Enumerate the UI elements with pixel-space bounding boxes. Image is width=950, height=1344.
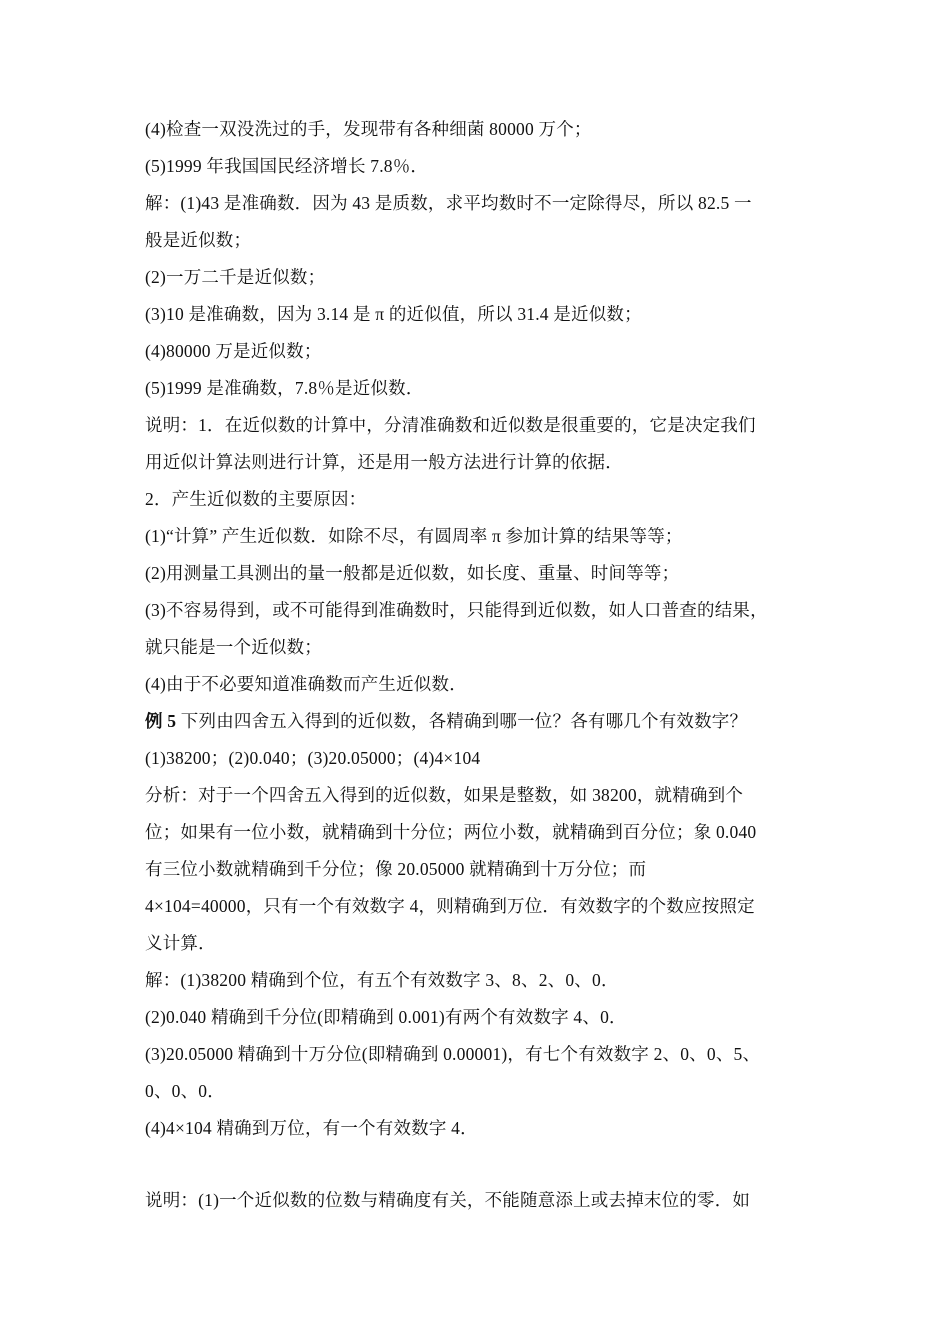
line-text: 4×104=40000，只有一个有效数字 4，则精确到万位．有效数字的个数应按照定	[145, 896, 755, 916]
line-text: 位；如果有一位小数，就精确到十分位；两位小数，就精确到百分位；象 0.040	[145, 822, 757, 842]
line-text: 说明：1．在近似数的计算中，分清准确数和近似数是很重要的，它是决定我们	[145, 415, 756, 435]
line-text: 用近似计算法则进行计算，还是用一般方法进行计算的依据．	[145, 452, 623, 472]
text-line	[145, 378, 424, 398]
line-text: 2．产生近似数的主要原因：	[145, 489, 367, 509]
text-line	[145, 489, 366, 509]
text-line	[145, 267, 325, 287]
line-text: (2)用测量工具测出的量一般都是近似数，如长度、重量、时间等等；	[145, 563, 680, 583]
line-text: (2)一万二千是近似数；	[145, 267, 326, 287]
line-text: 下列由四舍五入得到的近似数，各精确到哪一位？各有哪几个有效数字？	[176, 711, 748, 731]
line-text: 0、0、0．	[145, 1081, 225, 1101]
text-line	[145, 1007, 627, 1027]
text-line	[145, 563, 679, 583]
text-line	[145, 785, 743, 805]
text-line	[145, 156, 428, 176]
text-line	[145, 1190, 750, 1210]
example-label: 例 5	[145, 711, 177, 731]
text-line	[145, 452, 623, 472]
text-line	[145, 415, 756, 435]
line-text: (3)20.05000 精确到十万分位(即精确到 0.00001)，有七个有效数字 2、0、0、5、	[145, 1044, 761, 1064]
line-text: 般是近似数；	[145, 230, 252, 250]
text-line	[145, 600, 768, 620]
line-text: (2)0.040 精确到千分位(即精确到 0.001)有两个有效数字 4、0．	[145, 1007, 627, 1027]
text-line	[145, 304, 642, 324]
line-text: (1)“计算” 产生近似数．如除不尽，有圆周率 π 参加计算的结果等等；	[145, 526, 683, 546]
line-text: (5)1999 年我国国民经济增长 7.8％．	[145, 156, 429, 176]
text-line	[145, 1044, 760, 1064]
line-text: (5)1999 是准确数，7.8％是近似数．	[145, 378, 424, 398]
line-text: (4)80000 万是近似数；	[145, 341, 322, 361]
text-line	[145, 193, 752, 213]
line-text: (4)4×104 精确到万位，有一个有效数字 4．	[145, 1118, 478, 1138]
line-text: 分析：对于一个四舍五入得到的近似数，如果是整数，如 38200，就精确到个	[145, 785, 744, 805]
line-text: 说明：(1)一个近似数的位数与精确度有关，不能随意添上或去掉末位的零．如	[145, 1190, 751, 1210]
text-line	[145, 341, 322, 361]
line-text: (1)38200；(2)0.040；(3)20.05000；(4)4×104	[145, 748, 481, 768]
text-line	[145, 711, 747, 731]
text-line	[145, 119, 592, 139]
line-text: 义计算．	[145, 933, 216, 953]
text-line	[145, 933, 216, 953]
text-line	[145, 674, 467, 694]
text-line	[145, 1118, 478, 1138]
line-text: (4)由于不必要知道准确数而产生近似数．	[145, 674, 467, 694]
text-line	[145, 637, 322, 657]
line-text: 就只能是一个近似数；	[145, 637, 322, 657]
text-line	[145, 526, 683, 546]
text-line	[145, 1081, 225, 1101]
text-line	[145, 230, 251, 250]
line-text: (3)10 是准确数，因为 3.14 是 π 的近似值，所以 31.4 是近似数；	[145, 304, 642, 324]
text-line	[145, 859, 646, 879]
text-line	[145, 822, 756, 842]
line-text: 有三位小数就精确到千分位；像 20.05000 就精确到十万分位；而	[145, 859, 647, 879]
line-text: 解：(1)38200 精确到个位，有五个有效数字 3、8、2、0、0．	[145, 970, 619, 990]
line-text: (4)检查一双没洗过的手，发现带有各种细菌 80000 万个；	[145, 119, 592, 139]
line-text: 解：(1)43 是准确数．因为 43 是质数，求平均数时不一定除得尽，所以 82.5 一	[145, 193, 752, 213]
text-line	[145, 896, 755, 916]
line-text: (3)不容易得到，或不可能得到准确数时，只能得到近似数，如人口普查的结果，	[145, 600, 768, 620]
text-line	[145, 748, 480, 768]
text-line	[145, 970, 619, 990]
